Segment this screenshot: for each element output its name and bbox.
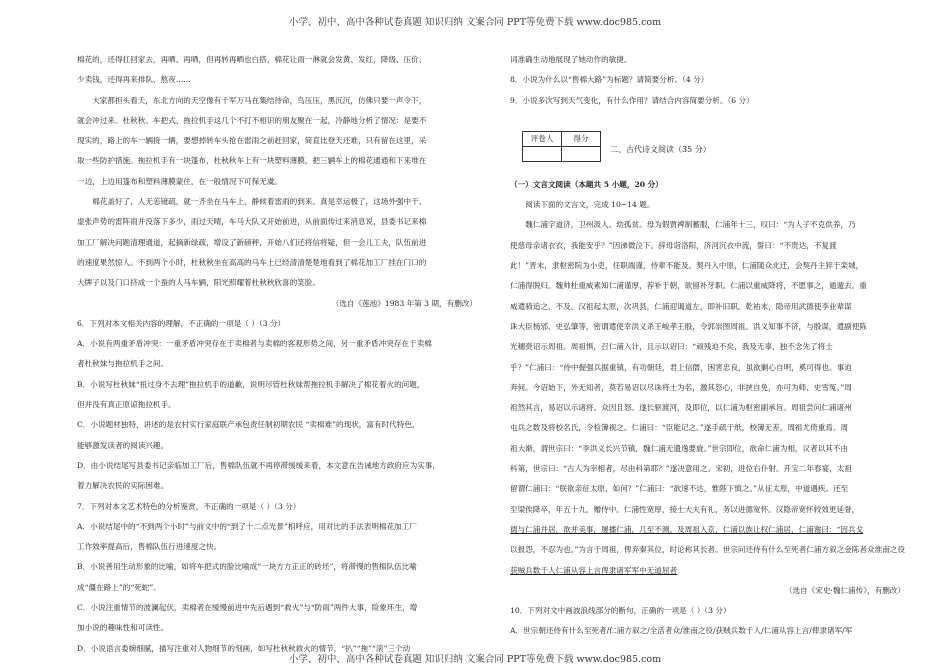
classical-line: 魏仁浦字道济，卫州汲人。幼孤贫。母为假贾裨制蓄服，仁浦年十三，叹曰：“为人子不克供养，乃 (525, 220, 856, 230)
page-footer: 小学、初中、高中各种试卷真题 知识归纳 文案合同 PPT等免费下载 www.doc985.com (288, 654, 662, 665)
classical-line: 此！”晋末，隶枢密院为小吏，任职端谨，侍辈不能及。契丹入中原，仁浦随众北迁，会契丹主猝于栾城， (510, 261, 864, 271)
score-box-area (510, 123, 905, 175)
score-cell-score (562, 146, 601, 161)
q7-option-d-cont: 词准确生动地展现了她动作的敏捷。 (510, 55, 632, 64)
story-line: 棉花的，还得扛回家去，再晒、再晒，但再转再晒也白搭，棉花让雨一淋就会发黄、发红，降级、压价、 (77, 55, 427, 64)
score-header-grader: 评卷人 (523, 131, 562, 146)
instruction: 阅读下面的文言文，完成 10~14 题。 (525, 200, 655, 210)
classical-line: 祖大渐，谓世宗曰：“李洪义长兴节镇，魏仁浦无遗逸要旋。”世宗即位，欲命仁浦为相，议者以其不由 (510, 443, 849, 453)
classical-line: 科第，世宗曰：“古人为宰相者，尽由科第耶？”遂决意用之。宋初，进位右仆射。开宝二年春宴，太祖 (510, 464, 852, 474)
question-9: 9．小说多次写到天气变化，有什么作用？请结合内容简要分析。（6 分） (510, 95, 754, 105)
section-title: 二、古代诗文阅读（35 分） (610, 144, 711, 154)
q7-option-a: A．小说结尾中的“不到两个小时”与前文中的“到了十二点光景”相呼应，用对比的手法表明棉花加工厂 (77, 521, 417, 531)
classical-line: 留谓仁浦曰：“朕欲亲征太原，如何？”仁浦曰：“欲速不达，惟陛下慎之。”从征太原，中道遇疾。还至 (510, 484, 849, 494)
score-cell-grader (523, 146, 562, 161)
story-line: 就会冲过来。杜秋秋、车把式、拖拉机手这几个不打不相识的朋友聚在一起，冷静地分析了情况：是要不 (77, 115, 427, 125)
page-header: 小学、初中、高中各种试卷真题 知识归纳 文案合同 PPT等免费下载 www.doc985.com (288, 17, 662, 28)
score-header-score: 得分 (562, 131, 601, 146)
classical-line: 至梁俟降卒，年五十九，赠侍中。仁浦性宽厚，接士大夫有礼，务以进德宽怀。汉隐帝宽怀较效更延誉， (510, 504, 860, 514)
question-10-stem: 10．下列对文中画波浪线部分的断句，正确的一项是（ ）（3 分） (510, 606, 731, 616)
story-line: 虚张声势的雷阵雨并没落下多少，雨过天晴，车马大队又开始前进，从前面传过来消息说，县委书记来棉 (77, 217, 427, 227)
q6-option-b: B．小说写杜秋妹“扭过身不去理”拖拉机手的道歉，说明尽管杜秋妹帮拖拉机手解决了棉花着火的问题， (77, 379, 425, 389)
story-line: 加工厂解决问题清理通道，起摘新绿疏，增设了新磅秤，开始八们还将信将疑，但一会儿工夫，队伍前进 (77, 237, 427, 247)
q6-option-d: D．由小说结尾写县委书记亲临加工厂后，售棉队伍就不再停滞缓缓来看，本文意在告诫地方政府应为实事， (77, 460, 440, 470)
q7-option-c-cont: 加小说的趣味性和可读性。 (77, 623, 169, 633)
q6-option-d-cont: 着力解决农民的实际困难。 (77, 481, 169, 491)
question-6-stem: 6．下列对本文相关内容的理解，不正确的一项是（ ）（3 分） (77, 318, 286, 328)
q6-option-c-cont: 能够激发读者的阅读兴趣。 (77, 440, 169, 450)
story-line: 棉花盖好了，人无恙镜疏，就一齐坐在马车上，静候着雷雨的到来。真是幸运极了，这场外强中干、 (92, 197, 427, 207)
story-line: 大家都担头看天，东北方向的天空像有千军万马在集结待命，鸟压压，黑沉沉，仿佛只要一声令下， (92, 95, 427, 105)
classical-source: （选自《宋史·魏仁浦传》，有删改） (784, 585, 905, 595)
story-line: 现实的，路上的车一辆接一辆，要想掉转车头抢在雷雨之前赶回家，简直比登天还难，只有留在这里，采 (77, 136, 427, 146)
question-7-stem: 7．下列对本文艺术特色的分析鉴赏，不正确的一项是（ ）（3 分） (77, 501, 301, 511)
q6-option-c: C．小说题材独特，讲述的是农村实行家庭联产承包责任制初期农民 “卖棉难”的现状，富有时代特色， (77, 420, 420, 430)
q6-option-b-cont: 但并没有真正原谅拖拉机手。 (77, 400, 176, 410)
classical-line: 奔何。今诏始下，外无知者，莫若易诏以尽诛将士为名，激其怒心，非挟自免，亦可为师、史雪冤。”周 (510, 382, 852, 392)
left-column (77, 50, 477, 659)
q6-option-a: A．小说有两重矛盾冲突：一重矛盾冲突存在于卖棉者与卖棉的客观形势之间，另一重矛盾冲突存在于卖棉 (77, 339, 432, 349)
q6-option-a-cont: 者杜秋妹与拖拉机手之间。 (77, 359, 169, 369)
story-source: （选自《莲池》1983 年第 3 期，有删改） (331, 298, 477, 308)
story-line: 的速度果然惊人。不到两个小时，杜秋秋坐在高高的马车上已经清清楚楚地看到了棉花加工厂挂在门口的 (77, 257, 427, 267)
right-column (510, 50, 905, 642)
classical-line: 威遣骑追之，不及。汉祖起太原，次巩县，仁浦迎谒道左，即补旧职。乾祐末，隐帝用武德使李业辈谋 (510, 301, 852, 311)
story-line: 一边，上边用篷布和塑料薄膜蒙住，在一般情况下可保无虞。 (77, 176, 283, 186)
classical-line-underlined: 德与仁浦并居，欲并美事，屡播仁浦，几至不测。及周祖入京，仁浦以族让权仁浦居，仁浦谢曰：“因兵戈 (510, 524, 864, 534)
story-line: 大牌子以及门口挤成一个蚕的人马车辆，阳光照耀着杜秋秋欣喜的笑脸。 (77, 278, 320, 288)
classical-line: 仁浦得脱归。魏帅杜重威素知仁浦谨厚，荐补于朝，欲留补牙职。仁浦以重威降将，不愿事之，遁遁去。重 (510, 281, 867, 291)
classical-line: 乎？”仁浦曰：“侍中握强兵据重镇，有功朝廷，君上信僭，困害忠良，虽欲剿心自明，奚可得也。事迫 (510, 362, 852, 372)
question-8: 8．小说为什么以“售棉大路”为标题？请简要分析。（4 分） (510, 75, 709, 85)
subsection-title: （一）文言文阅读（本题共 5 小题，20 分） (510, 179, 663, 189)
score-table (522, 131, 601, 162)
q7-option-b: B．小说善用生动形象的比喻，如将车把式的脸比喻成“一块方方正正的砖坯”，将滞慢的售棉队伍比喻 (77, 562, 417, 572)
q7-option-c: C．小说注重情节的波澜起伏，卖棉者在缓慢前进中先后遇到“救火”与“防雨”两件大事，险象环生，增 (77, 603, 418, 613)
classical-line: 诛大臣杨邠、史弘肇等，密谓遣使幸洪义杀王峻孝王殷，令郭崇图周祖。洪义知事不济，与殷谋，遣副使陈 (510, 321, 867, 331)
classical-line-wavy: 获贼兵数千人仁浦从容上言俾隶诸军军中无道屈者 (510, 565, 678, 575)
classical-line: 以报怨，不忍为也。”为言于周祖，俾弃秦其位，时论称其长者。世宗问还侍有什么至死者仁浦方叙之金陈者众淮南之役 (510, 545, 905, 555)
q10-option-a: A．世宗朝还侍有什么至死者/仁浦方叙之/全活者众/淮南之役/获贼兵数千人/仁浦从容上言/俾隶诸军/军 (510, 626, 853, 636)
story-line: 少卖钱，还得再来排队、熬夜…… (77, 75, 191, 85)
q7-option-d: D．小说语言委婉细腻，描写注重对人物细节的刻画，如写杜秋秋救火的情节，“扒”“拖”“滚”三个动 (77, 643, 411, 653)
story-line: 取一些防护措施。拖拉机手有一块篷布，杜秋秋车上有一块塑料薄膜，把三辆车上的棉花通通和下来堆在 (77, 156, 427, 166)
classical-line: 使慈母亲诸衣衣，我能安乎？”因涕微泣下。辞母诣洛阳，济河沉衣中流，誓曰：“不贵达，不复渡 (510, 240, 837, 250)
q7-option-a-cont: 工作效率提高后，售棉队伍行进速度之快。 (77, 542, 222, 552)
classical-line: 光穗赍诏示周祖。周祖惧，召仁浦入计，且示以诏曰：“顽残迫不矣，我及无辜，独不念先了将士 (510, 342, 833, 352)
q7-option-b-cont: 成“僵在路上”的“死蛇”。 (77, 582, 161, 592)
classical-line: 祖然其言，易诏以示诸将。众因且怒。遂长驱渡河，及即位，以仁浦为枢密副承旨。周祖尝问仁浦诸州 (510, 403, 852, 413)
classical-line: 屯兵之数及将校名氏，令检簿视之。仁浦曰：“臣能记之。”遂手疏于纸，校簿无差，周祖尤倚重焉。周 (510, 423, 849, 433)
